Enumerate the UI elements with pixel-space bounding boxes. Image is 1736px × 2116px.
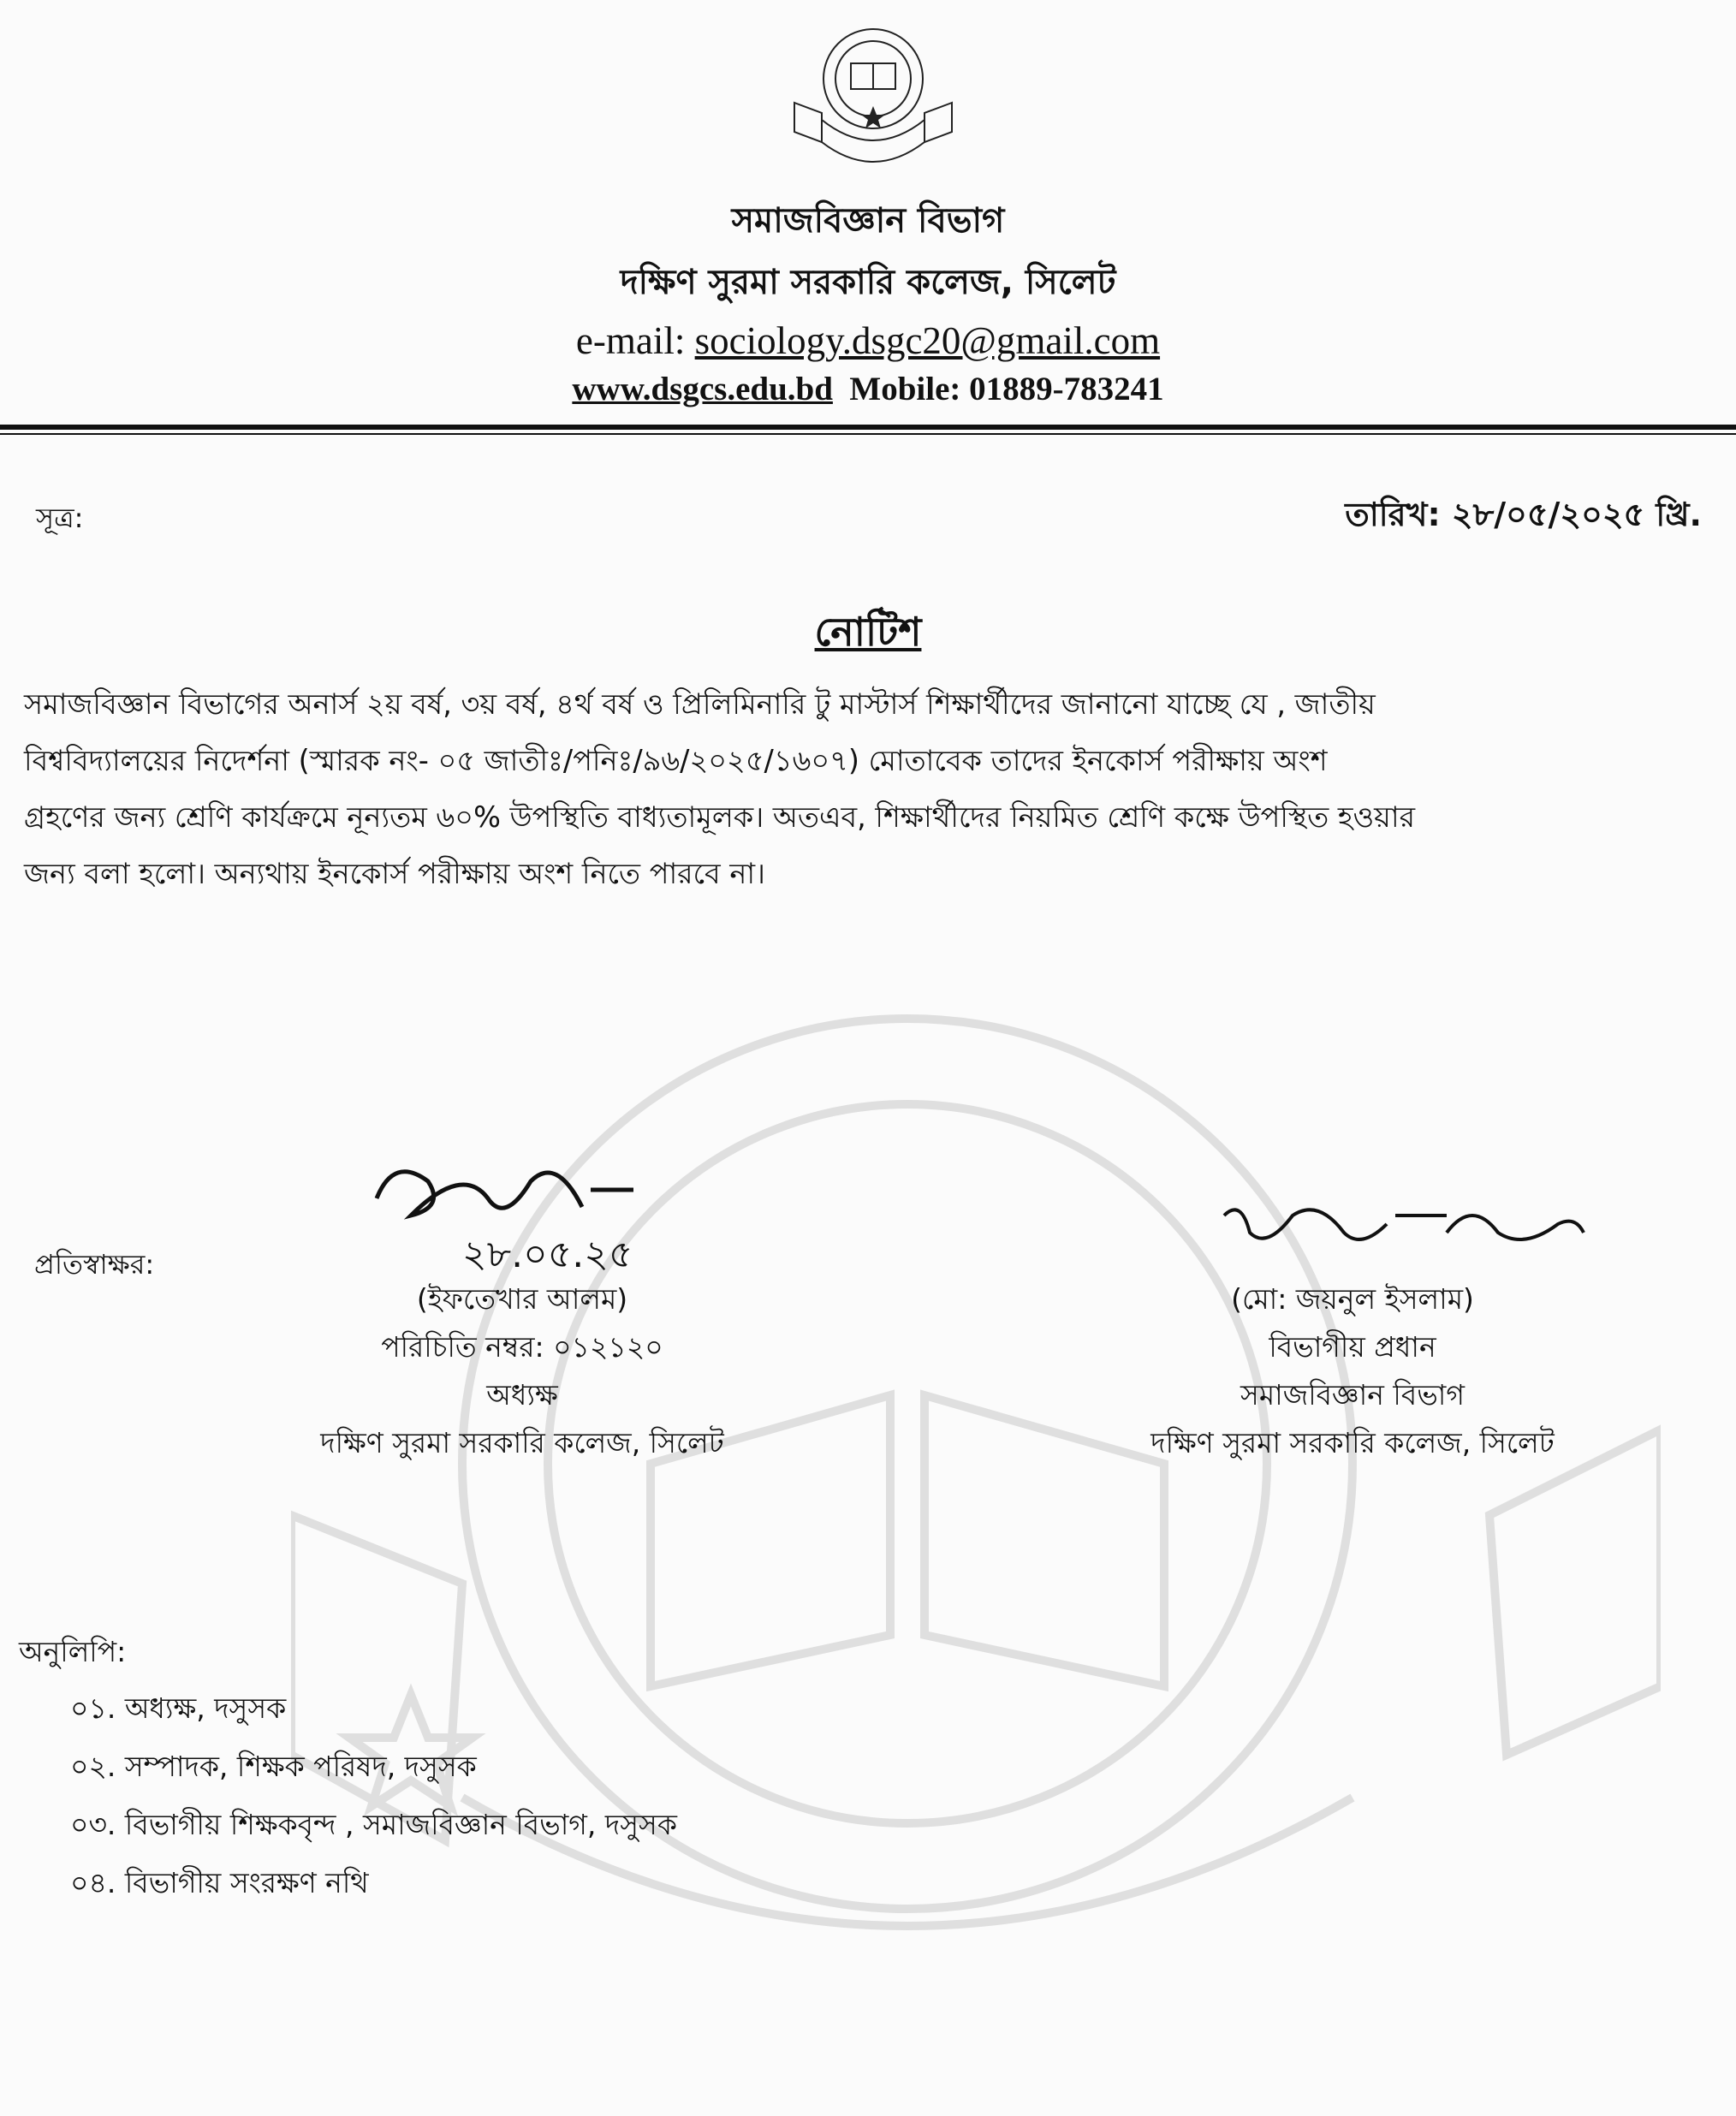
head-name: (মো: জয়নুল ইসলাম) (1231, 1282, 1474, 1316)
notice-line: জন্য বলা হলো। অন্যথায় ইনকোর্স পরীক্ষায় অংশ নিতে পারবে না। (24, 857, 766, 890)
notice-body (24, 676, 1712, 902)
head-block (1044, 1275, 1661, 1467)
countersign-label: প্রতিস্বাক্ষর: (34, 1248, 155, 1281)
principal-institution: দক্ষিণ সুরমা সরকারি কলেজ, সিলেট (320, 1426, 724, 1459)
college-logo (788, 17, 959, 167)
principal-id: পরিচিতি নম্বর: ০১২১২০ (381, 1330, 663, 1364)
copies-list (70, 1679, 677, 1912)
head-department: সমাজবিজ্ঞান বিভাগ (1240, 1378, 1465, 1412)
head-designation: বিভাগীয় প্রধান (1269, 1330, 1436, 1364)
college-heading: দক্ষিণ সুরমা সরকারি কলেজ, সিলেট (620, 263, 1116, 302)
copies-title: অনুলিপি: (19, 1635, 127, 1668)
department-heading: সমাজবিজ্ঞান বিভাগ (731, 201, 1005, 241)
website-link[interactable]: www.dsgcs.edu.bd (572, 371, 833, 407)
email-line (0, 318, 1736, 363)
list-item: ০২. সম্পাদক, শিক্ষক পরিষদ, দসুসক (70, 1750, 477, 1783)
mobile-label: Mobile: (849, 371, 961, 407)
list-item: ০৩. বিভাগীয় শিক্ষকবৃন্দ , সমাজবিজ্ঞান বিভাগ, দসুসক (70, 1808, 677, 1841)
notice-line: সমাজবিজ্ঞান বিভাগের অনার্স ২য় বর্ষ, ৩য় বর্ষ, ৪র্থ বর্ষ ও প্রিলিমিনারি টু মাস্টার্স শিক্ষার্থীদের জানানো যাচ্ছে যে , জাতীয় (24, 687, 1376, 721)
head-institution: দক্ষিণ সুরমা সরকারি কলেজ, সিলেট (1150, 1426, 1555, 1459)
signature-date: ২৮.০৫.২৫ (462, 1233, 633, 1276)
notice-line: বিশ্ববিদ্যালয়ের নিদের্শনা (স্মারক নং- ০৫ জাতীঃ/পনিঃ/৯৬/২০২৫/১৬০৭) মোতাবেক তাদের ইনকোর্স পরীক্ষায় অংশ (24, 744, 1328, 777)
date-label: তারিখ: (1345, 496, 1441, 533)
notice-title: নোটিশ (814, 609, 922, 655)
list-item: ০১. অধ্যক্ষ, দসুসক (70, 1691, 287, 1725)
reference-label: সূত্র: (36, 502, 84, 534)
date-line (1345, 490, 1702, 544)
notice-line: গ্রহণের জন্য শ্রেণি কার্যক্রমে নূন্যতম ৬০% উপস্থিতি বাধ্যতামূলক। অতএব, শিক্ষার্থীদের নিয়মিত শ্রেণি কক্ষে উপস্থিত হওয়ার (24, 800, 1416, 834)
email-label: e-mail: (575, 319, 686, 362)
contact-line (0, 370, 1736, 408)
principal-signature (360, 1147, 770, 1284)
mobile-number: 01889-783241 (969, 371, 1164, 407)
head-signature (1216, 1198, 1592, 1275)
principal-block (180, 1275, 865, 1467)
header-divider (0, 425, 1736, 430)
date-value: ২৮/০৫/২০২৫ খ্রি. (1451, 496, 1702, 533)
email-link[interactable]: sociology.dsgc20@gmail.com (694, 319, 1161, 362)
header-divider-thin (0, 433, 1736, 435)
list-item: ০৪. বিভাগীয় সংরক্ষণ নথি (70, 1866, 369, 1899)
principal-name: (ইফতেখার আলম) (416, 1282, 628, 1316)
principal-designation: অধ্যক্ষ (486, 1378, 558, 1412)
